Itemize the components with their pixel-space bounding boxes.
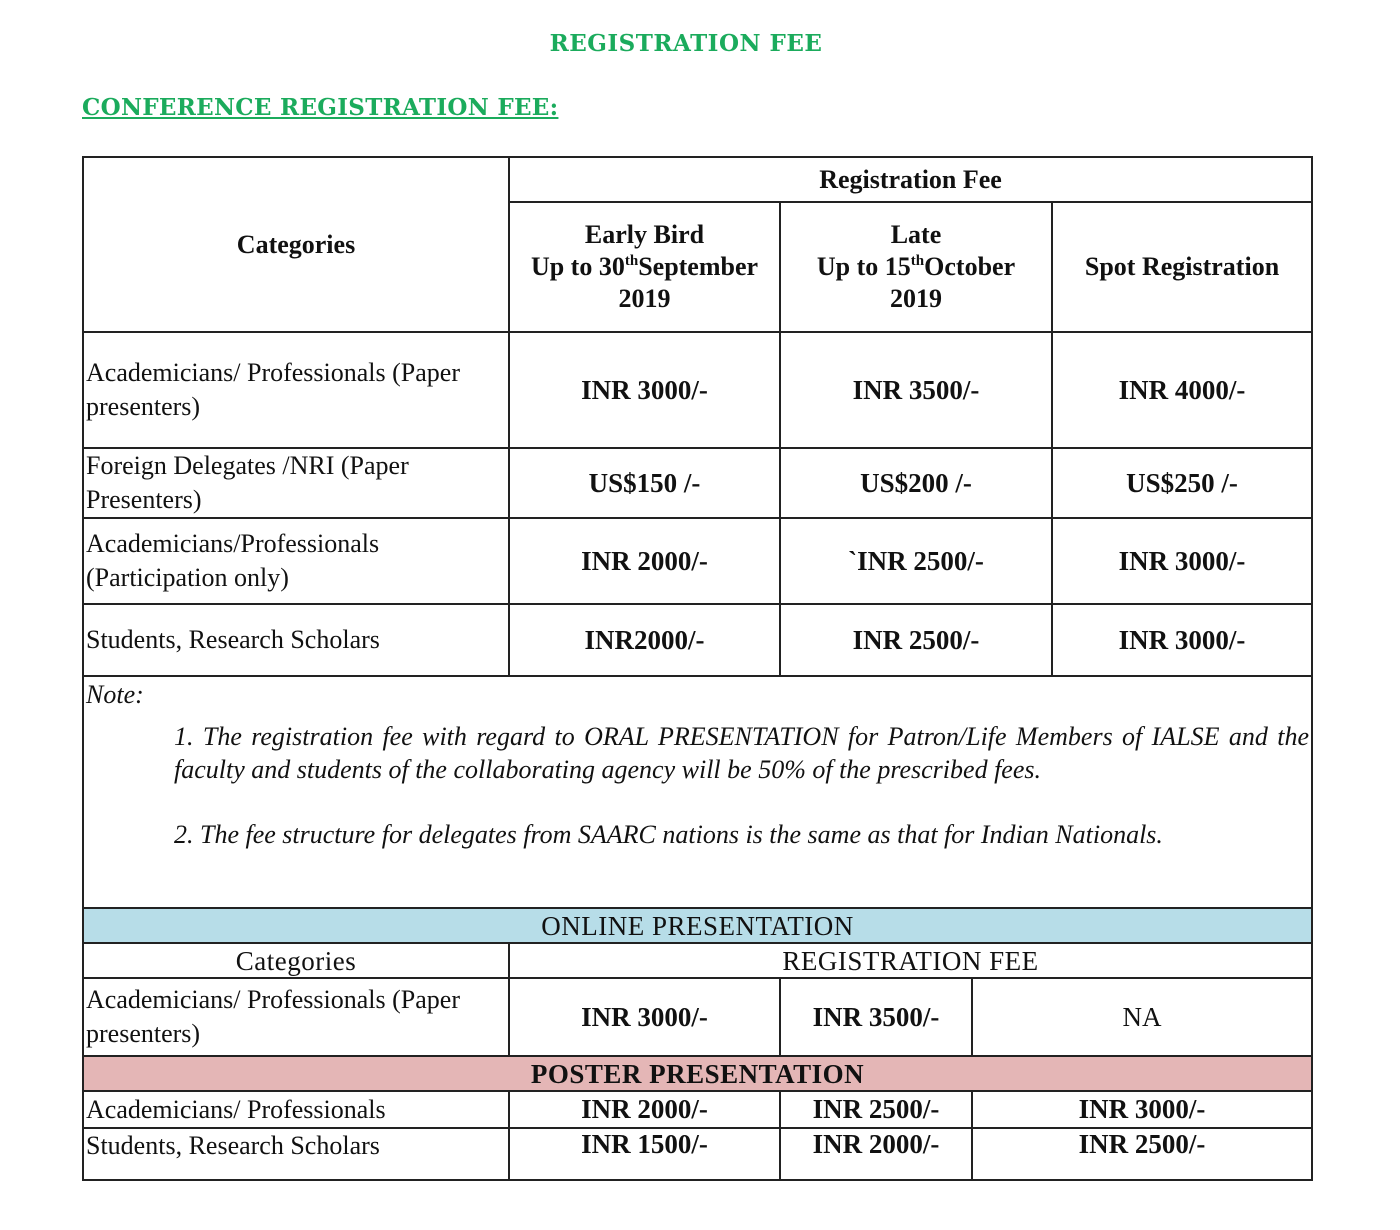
online-presentation-band: ONLINE PRESENTATION xyxy=(83,908,1312,943)
late-fee-cell: US$200 /- xyxy=(780,448,1052,518)
table-row xyxy=(83,448,1312,518)
late-label: Late xyxy=(890,220,942,249)
late-fee-cell: INR 3500/- xyxy=(780,978,972,1056)
note-block xyxy=(83,676,1312,908)
late-fee-cell: `INR 2500/- xyxy=(780,518,1052,604)
category-cell: Academicians/Professionals (Participation only) xyxy=(83,518,509,604)
table-row xyxy=(83,518,1312,604)
category-cell: Academicians/ Professionals (Paper presenters) xyxy=(83,978,509,1056)
spot-fee-cell: INR 3000/- xyxy=(1052,604,1312,676)
categories-header: Categories xyxy=(83,157,509,332)
early-bird-header xyxy=(509,202,780,332)
late-fee-cell: INR 3500/- xyxy=(780,332,1052,448)
early-fee-cell: INR 3000/- xyxy=(509,332,780,448)
late-fee-cell: INR 2500/- xyxy=(780,1091,972,1128)
early-fee-cell: INR 2000/- xyxy=(509,1091,780,1128)
table-row xyxy=(83,978,1312,1056)
early-fee-cell: INR 3000/- xyxy=(509,978,780,1056)
note-item: 2. The fee structure for delegates from SAARC nations is the same as that for Indian Nationals. xyxy=(174,820,1163,849)
early-fee-cell: INR2000/- xyxy=(509,604,780,676)
early-bird-date: Up to 30thSeptember xyxy=(530,252,759,281)
late-fee-cell: INR 2000/- xyxy=(780,1128,972,1180)
online-categories-header: Categories xyxy=(83,943,509,978)
category-cell: Students, Research Scholars xyxy=(83,1128,509,1180)
category-cell: Foreign Delegates /NRI (Paper Presenters) xyxy=(83,448,509,518)
early-fee-cell: US$150 /- xyxy=(509,448,780,518)
spot-fee-cell: INR 3000/- xyxy=(972,1091,1312,1128)
late-year: 2019 xyxy=(890,284,942,313)
category-cell: Academicians/ Professionals xyxy=(83,1091,509,1128)
late-header xyxy=(780,202,1052,332)
spot-fee-cell: NA xyxy=(972,978,1312,1056)
table-row xyxy=(83,1091,1312,1128)
online-fee-header: REGISTRATION FEE xyxy=(509,943,1312,978)
registration-fee-table xyxy=(82,156,1313,1181)
section-subtitle: CONFERENCE REGISTRATION FEE: xyxy=(82,94,559,121)
spot-fee-cell: INR 4000/- xyxy=(1052,332,1312,448)
spot-fee-cell: INR 2500/- xyxy=(972,1128,1312,1180)
table-row xyxy=(83,1128,1312,1180)
registration-fee-header: Registration Fee xyxy=(509,157,1312,202)
note-item: 1. The registration fee with regard to ORAL PRESENTATION for Patron/Life Members of IALSE and the faculty and students of the collaborating agency will be 50% of the prescribed fees. xyxy=(174,722,1310,784)
spot-registration-header: Spot Registration xyxy=(1052,202,1312,332)
spot-fee-cell: INR 3000/- xyxy=(1052,518,1312,604)
category-cell: Academicians/ Professionals (Paper presenters) xyxy=(83,332,509,448)
note-label: Note: xyxy=(86,680,144,709)
table-row xyxy=(83,604,1312,676)
late-date: Up to 15thOctober xyxy=(816,252,1016,281)
poster-presentation-band: POSTER PRESENTATION xyxy=(83,1056,1312,1091)
early-fee-cell: INR 1500/- xyxy=(509,1128,780,1180)
early-fee-cell: INR 2000/- xyxy=(509,518,780,604)
page-title: REGISTRATION FEE xyxy=(549,30,823,57)
spot-fee-cell: US$250 /- xyxy=(1052,448,1312,518)
late-fee-cell: INR 2500/- xyxy=(780,604,1052,676)
category-cell: Students, Research Scholars xyxy=(83,604,509,676)
table-row xyxy=(83,332,1312,448)
early-bird-label: Early Bird xyxy=(584,220,705,249)
early-bird-year: 2019 xyxy=(618,284,671,313)
